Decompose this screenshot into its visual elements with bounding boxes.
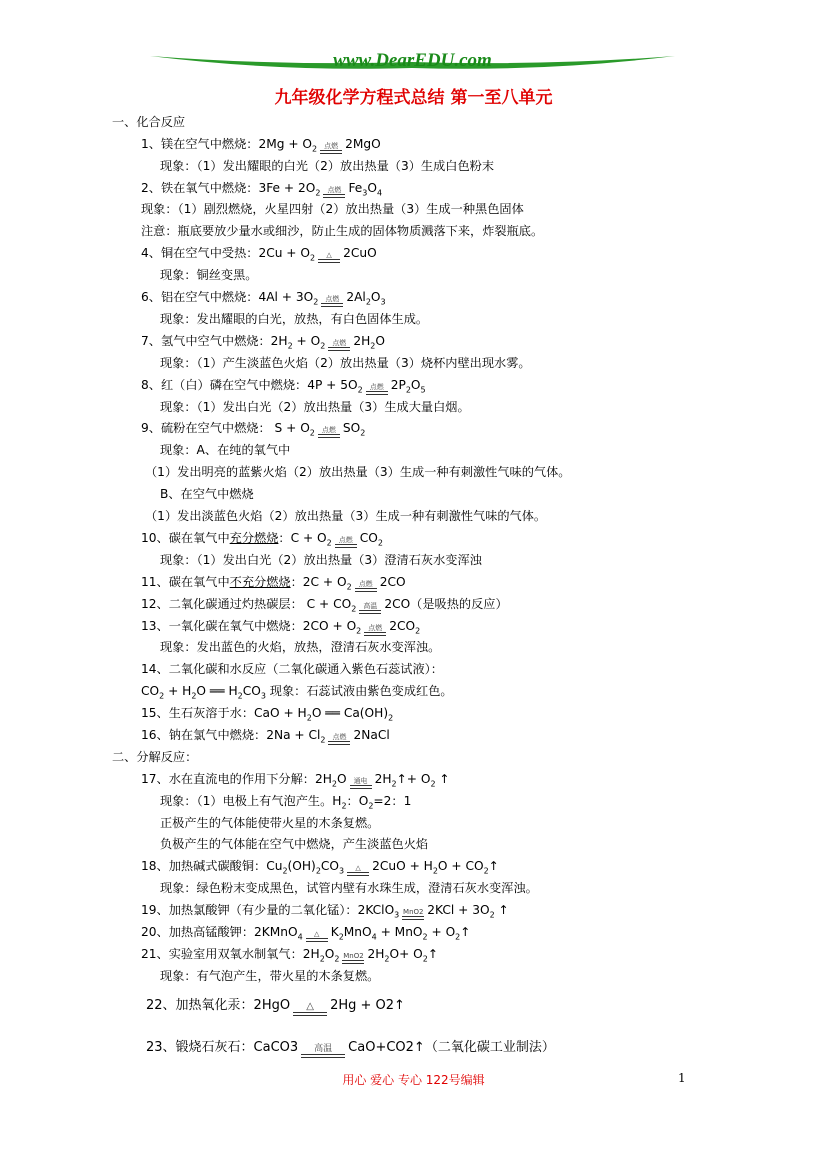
equation-line: 10、碳在氧气中充分燃烧：$C + O_2$ 点燃 $CO_2$ (141, 531, 383, 548)
equation-line: 18、加热碱式碳酸铜：$Cu_2(OH)_2CO_3$ △ $2CuO + H_2O$ + $CO_2↑$ (141, 859, 499, 876)
equation-line: 21、实验室用双氧水制氧气：$2H_2O_2$ MnO2 $2H_2O+$ $O_2↑$ (141, 947, 439, 964)
section-heading: 一、化合反应 (112, 115, 186, 129)
site-header (150, 50, 675, 80)
equation-line: $CO_2 + H_2O$ ══ $H_2CO_3$ 现象：石蕊试液由紫色变成红色。 (141, 684, 453, 701)
document-title: 九年级化学方程式总结 第一至八单元 (274, 88, 553, 108)
observation-line: （1）发出明亮的蓝紫火焰（2）放出热量（3）生成一种有刺激性气味的气体。 (145, 465, 571, 479)
observation-line: 现象：（1）电极上有气泡产生。$H_2$：$O_2=2$：1 (160, 794, 412, 811)
note-line: 注意：瓶底要放少量水或细沙，防止生成的固体物质溅落下来，炸裂瓶底。 (141, 224, 544, 238)
observation-line: 现象：A、在纯的氧气中 (160, 443, 291, 457)
equation-line: 1、镁在空气中燃烧：$2Mg + O_2$ 点燃 2MgO (141, 137, 381, 154)
equation-line: 22、加热氧化汞：2HgO △ 2Hg + O2↑ (146, 998, 405, 1016)
observation-line: 现象：有气泡产生，带火星的木条复燃。 (160, 969, 380, 983)
equation-line: 4、铜在空气中受热：$2Cu + O_2$ △ 2CuO (141, 246, 377, 263)
equation-line: 15、生石灰溶于水：CaO + $H_2O$ ══ $Ca(OH)_2$ (141, 706, 394, 723)
page-number: 1 (678, 1071, 686, 1085)
equation-line: 2、铁在氧气中燃烧：$3Fe + 2O_2$ 点燃 $Fe_3O_4$ (141, 181, 383, 198)
observation-line: 现象：（1）剧烈燃烧，火星四射（2）放出热量（3）生成一种黑色固体 (141, 202, 524, 216)
observation-line: B、在空气中燃烧 (160, 487, 254, 501)
observation-line: 现象：发出耀眼的白光，放热，有白色固体生成。 (160, 312, 429, 326)
observation-line: 正极产生的气体能使带火星的木条复燃。 (160, 816, 380, 830)
observation-line: 现象：（1）发出白光（2）放出热量（3）澄清石灰水变浑浊 (160, 553, 482, 567)
equation-line: 20、加热高锰酸钾：2KMnO$_4$ △ $K_2MnO_4 + MnO_2$ + $O_2↑$ (141, 925, 471, 942)
equation-line: 19、加热氯酸钾（有少量的二氧化锰）：2KClO$_3$ MnO2 $2KCl + 3O_2$ ↑ (141, 903, 509, 920)
equation-line: 11、碳在氧气中不充分燃烧：$2C + O_2$ 点燃 2CO (141, 575, 406, 592)
observation-line: 现象：绿色粉末变成黑色，试管内壁有水珠生成，澄清石灰水变浑浊。 (160, 881, 538, 895)
site-logo: www.DearEDU.com (333, 50, 492, 71)
equation-line: 7、氢气中空气中燃烧：$2H_2 + O_2$ 点燃 $2H_2O$ (141, 334, 385, 351)
equation-line: 23、锻烧石灰石：CaCO3 高温 CaO+CO2↑（二氧化碳工业制法） (146, 1040, 555, 1058)
equation-line: 12、二氧化碳通过灼热碳层： $C + CO_2$ 高温 2CO（是吸热的反应） (141, 597, 508, 614)
observation-line: 负极产生的气体能在空气中燃烧，产生淡蓝色火焰 (160, 837, 429, 851)
equation-line: 16、钠在氯气中燃烧：$2Na + Cl_2$ 点燃 2NaCl (141, 728, 390, 745)
observation-line: 现象：（1）发出耀眼的白光（2）放出热量（3）生成白色粉末 (160, 159, 495, 173)
equation-line: 17、水在直流电的作用下分解：$2H_2O$ 通电 $2H_2↑+ O_2$ ↑ (141, 772, 450, 789)
observation-line: 现象：（1）产生淡蓝色火焰（2）放出热量（3）烧杯内壁出现水雾。 (160, 356, 531, 370)
equation-line: 9、硫粉在空气中燃烧： $S + O_2$ 点燃 $SO_2$ (141, 421, 366, 438)
observation-line: 现象：铜丝变黑。 (160, 268, 258, 282)
observation-line: 现象：发出蓝色的火焰，放热，澄清石灰水变浑浊。 (160, 640, 441, 654)
page-footer: 用心 爱心 专心 122号编辑 (342, 1073, 485, 1087)
observation-line: （1）发出淡蓝色火焰（2）放出热量（3）生成一种有刺激性气味的气体。 (145, 509, 547, 523)
observation-line: 现象：（1）发出白光（2）放出热量（3）生成大量白烟。 (160, 400, 470, 414)
equation-line: 6、铝在空气中燃烧：$4Al + 3O_2$ 点燃 $2Al_2O_3$ (141, 290, 386, 307)
equation-line: 8、红（白）磷在空气中燃烧：$4P + 5O_2$ 点燃 $2P_2O_5$ (141, 378, 426, 395)
section-heading: 二、分解反应： (112, 750, 198, 764)
equation-line: 13、一氧化碳在氧气中燃烧：$2CO + O_2$ 点燃 $2CO_2$ (141, 619, 421, 636)
equation-line: 14、二氧化碳和水反应（二氧化碳通入紫色石蕊试液）： (141, 662, 443, 676)
